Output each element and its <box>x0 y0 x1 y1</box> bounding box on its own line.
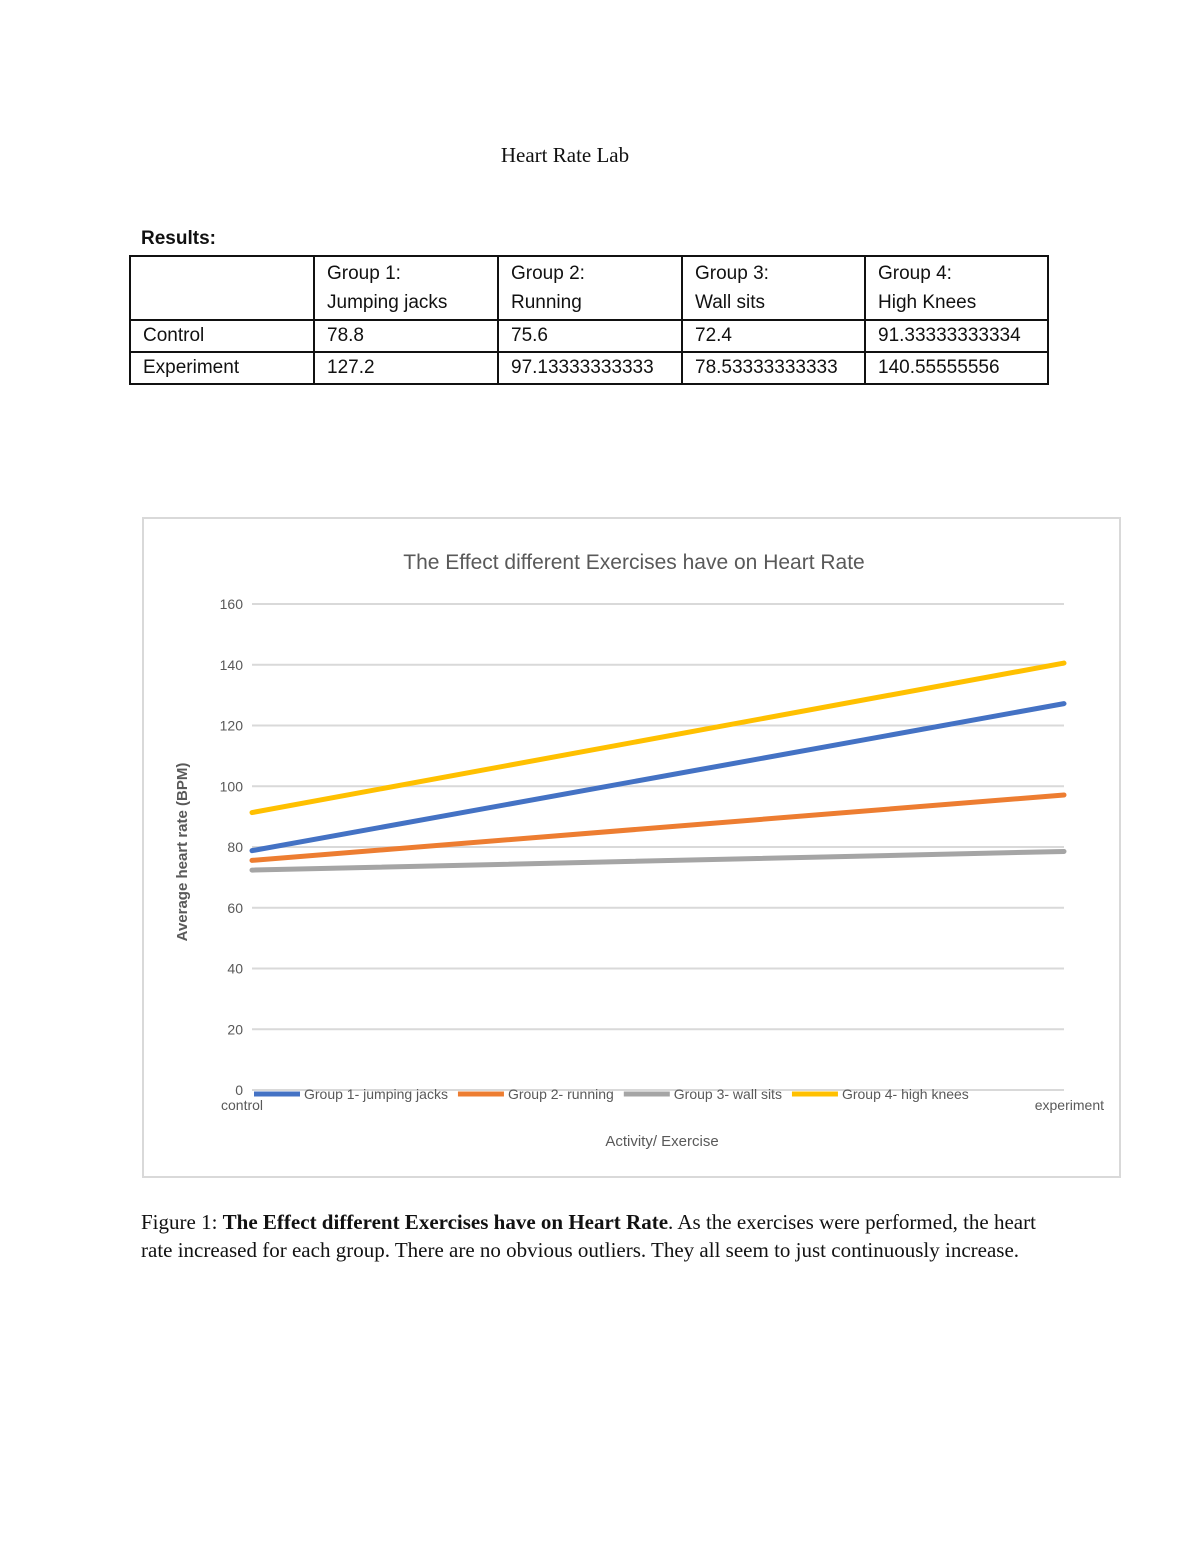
table-header-cell <box>865 256 1048 320</box>
header-group-label: Group 2: <box>511 263 585 284</box>
table-row <box>130 352 1048 384</box>
legend <box>254 1086 969 1102</box>
caption-text: . As the exercises were performed, the heart rate increased for each group. There are no obvious outliers. They all seem to just continuously increase. <box>141 1210 1036 1262</box>
y-tick-labels <box>220 596 244 1098</box>
y-tick-label: 160 <box>219 596 243 612</box>
table-cell: 78.53333333333 <box>682 352 865 384</box>
legend-label: Group 1- jumping jacks <box>304 1086 448 1102</box>
row-label: Control <box>130 320 314 352</box>
header-group-label: Group 3: <box>695 263 769 284</box>
table-header-cell <box>498 256 682 320</box>
caption-prefix: Figure 1: <box>141 1210 223 1234</box>
y-tick-label: 20 <box>227 1021 243 1038</box>
row-label: Experiment <box>130 352 314 384</box>
caption-bold-title: The Effect different Exercises have on Heart Rate <box>222 1210 669 1234</box>
table-row <box>130 320 1048 352</box>
x-axis-title: Activity/ Exercise <box>605 1133 719 1150</box>
y-tick-label: 100 <box>219 778 243 795</box>
header-group-exercise: High Knees <box>878 292 977 313</box>
header-group-exercise: Running <box>511 292 582 313</box>
line-chart <box>144 519 1123 1180</box>
table-cell: 127.2 <box>314 352 498 384</box>
header-group-label: Group 1: <box>327 263 401 284</box>
x-category-label: control <box>221 1097 264 1113</box>
results-label: Results: <box>141 228 216 249</box>
legend-label: Group 3- wall sits <box>673 1086 782 1102</box>
header-group-exercise: Wall sits <box>695 292 766 313</box>
y-tick-label: 80 <box>227 839 243 855</box>
y-axis-title: Average heart rate (BPM) <box>174 762 191 942</box>
table-header-row <box>130 256 1048 320</box>
chart-title: The Effect different Exercises have on Heart Rate <box>403 551 865 574</box>
header-group-label: Group 4: <box>878 263 952 284</box>
series-lines <box>252 663 1064 870</box>
legend-label: Group 4- high knees <box>841 1086 969 1102</box>
table-cell: 72.4 <box>682 320 865 352</box>
table-cell: 78.8 <box>314 320 498 352</box>
table-header-cell <box>314 256 498 320</box>
y-tick-label: 60 <box>227 899 243 916</box>
table-cell: 97.13333333333 <box>498 352 682 384</box>
y-tick-label: 0 <box>235 1082 243 1098</box>
results-table <box>129 255 1049 385</box>
y-tick-label: 120 <box>219 717 243 734</box>
table-header-cell <box>682 256 865 320</box>
series-line <box>252 663 1064 813</box>
chart-frame <box>142 517 1121 1178</box>
figure-caption <box>141 1208 1071 1264</box>
series-line <box>252 851 1064 870</box>
y-tick-label: 40 <box>227 960 243 977</box>
table-cell: 140.55555556 <box>865 352 1048 384</box>
table-cell: 91.33333333334 <box>865 320 1048 352</box>
table-cell: 75.6 <box>498 320 682 352</box>
gridlines <box>252 604 1064 1090</box>
document-title: Heart Rate Lab <box>500 143 630 167</box>
x-category-label: experiment <box>1034 1097 1104 1113</box>
header-group-exercise: Jumping jacks <box>327 292 448 313</box>
y-tick-label: 140 <box>219 656 243 673</box>
legend-label: Group 2- running <box>507 1086 614 1102</box>
table-header-cell <box>130 256 314 320</box>
